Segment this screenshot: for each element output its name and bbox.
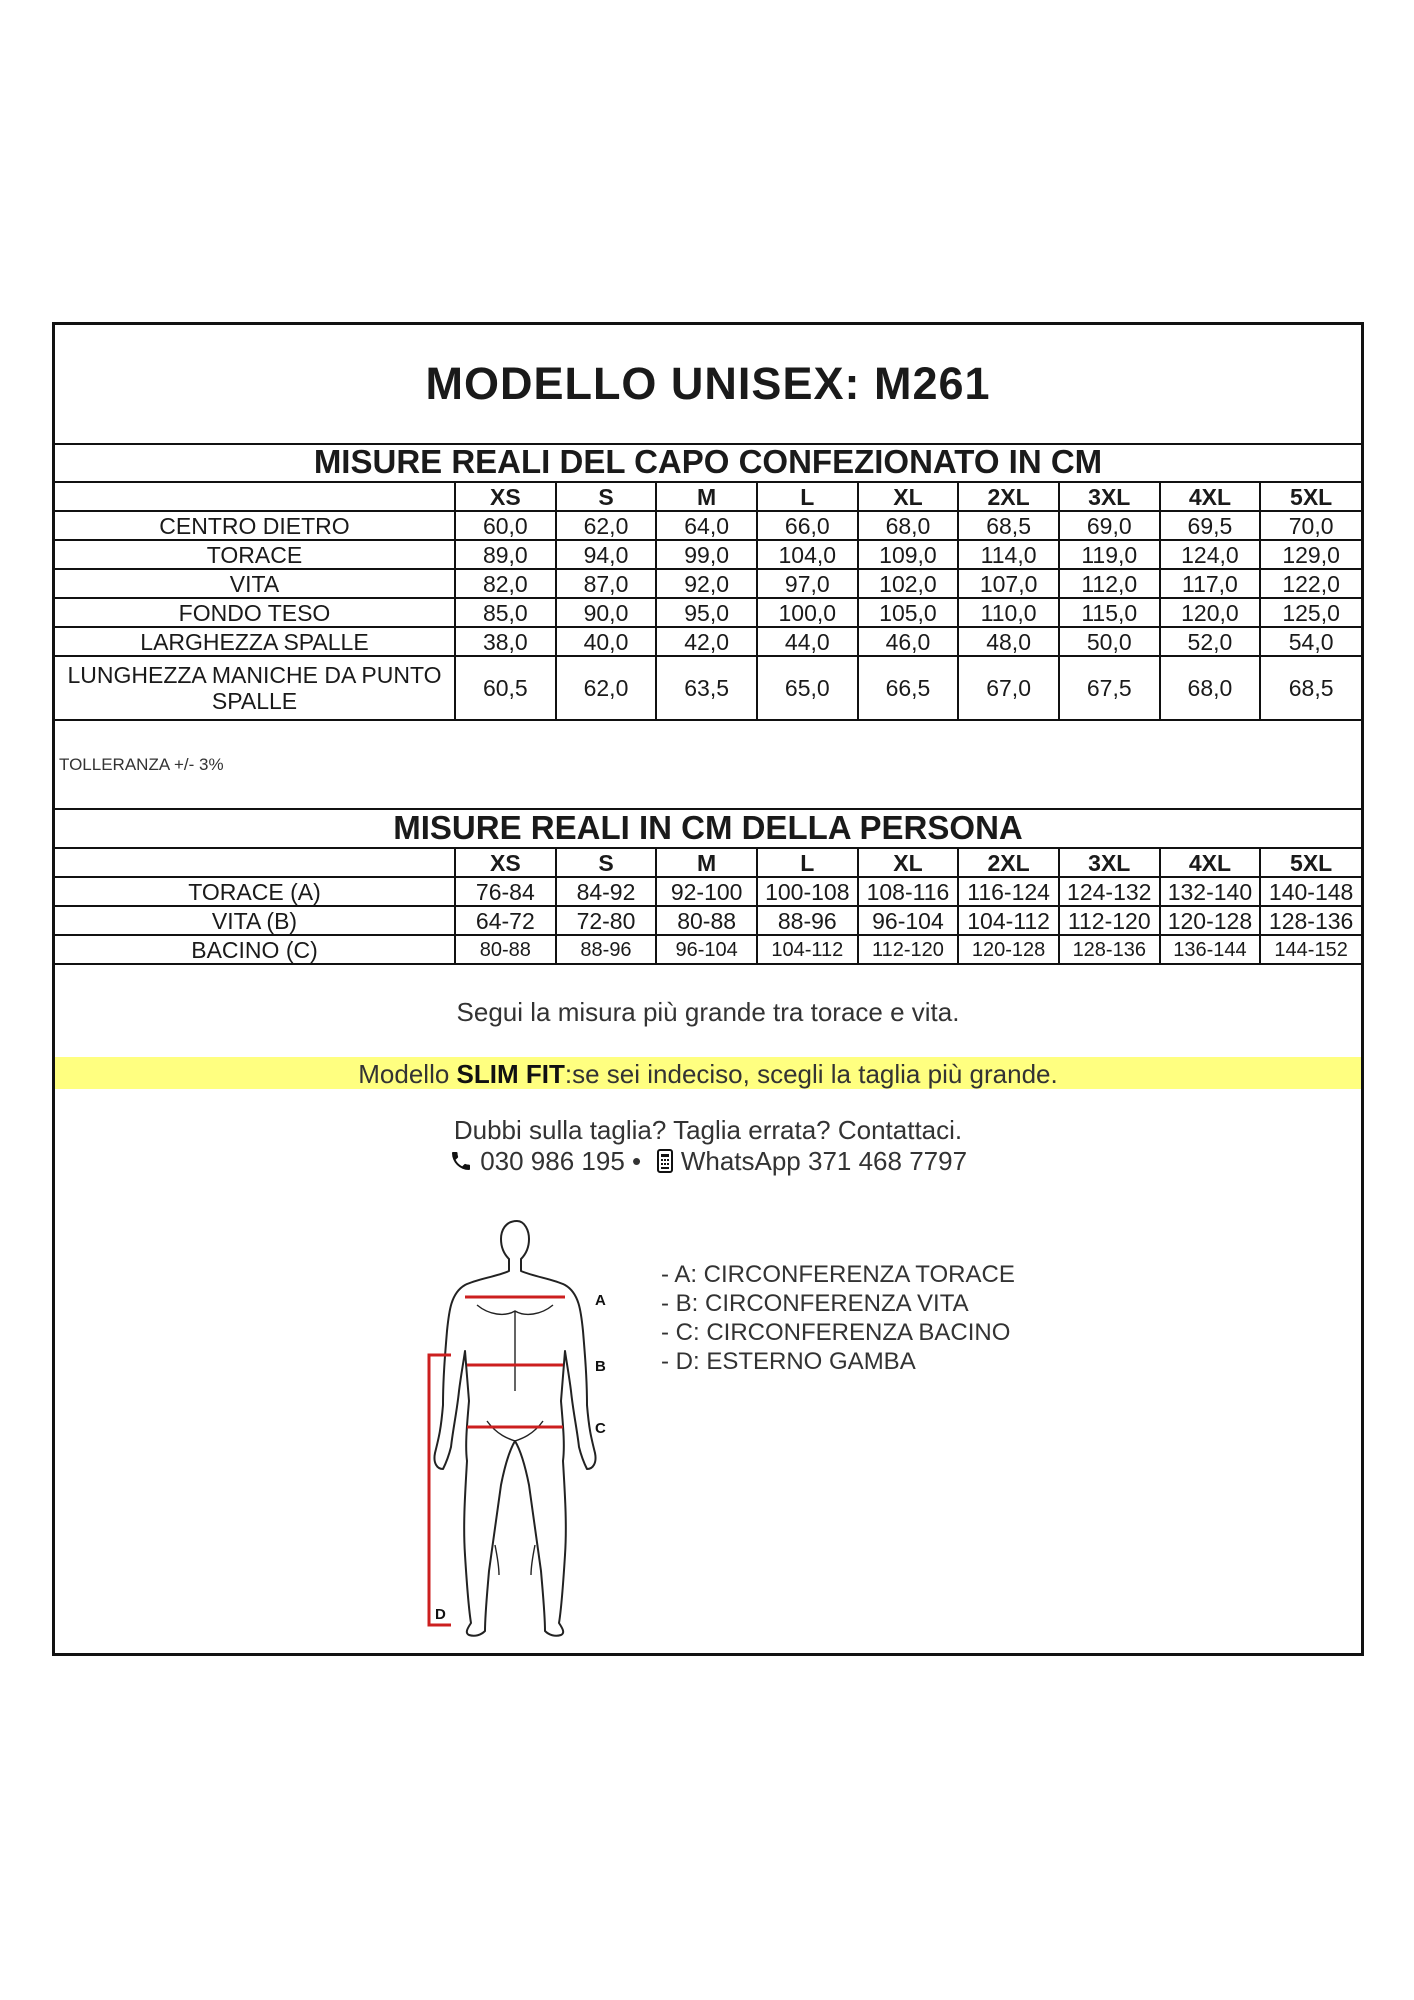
table-cell: 115,0 [1059, 598, 1160, 627]
page-title: MODELLO UNISEX: M261 [55, 325, 1361, 445]
size-chart-frame [52, 322, 1364, 1656]
table-cell: 104,0 [757, 540, 858, 569]
table-cell: 70,0 [1260, 511, 1361, 540]
table-row [55, 569, 1361, 598]
table-cell: 60,5 [455, 656, 556, 720]
table-row [55, 656, 1361, 720]
table-cell: 92,0 [656, 569, 757, 598]
measurement-legend [661, 1260, 1015, 1376]
table-cell: 136-144 [1160, 935, 1261, 964]
table-cell: 140-148 [1260, 877, 1361, 906]
table-cell: 100,0 [757, 598, 858, 627]
table-cell: 104-112 [958, 906, 1059, 935]
table-cell: 88-96 [556, 935, 657, 964]
size-header: S [556, 848, 657, 877]
row-label: LARGHEZZA SPALLE [55, 627, 455, 656]
size-header: M [656, 482, 757, 511]
size-header: 2XL [958, 848, 1059, 877]
table-cell: 112-120 [858, 935, 959, 964]
measurement-lines [429, 1297, 565, 1625]
row-label: VITA [55, 569, 455, 598]
table-cell: 120,0 [1160, 598, 1261, 627]
table-cell: 69,5 [1160, 511, 1261, 540]
table-row [55, 906, 1361, 935]
table-cell: 144-152 [1260, 935, 1361, 964]
table-cell: 129,0 [1260, 540, 1361, 569]
table-cell: 122,0 [1260, 569, 1361, 598]
table-cell: 125,0 [1260, 598, 1361, 627]
table-cell: 69,0 [1059, 511, 1160, 540]
table-cell: 46,0 [858, 627, 959, 656]
table-cell: 68,0 [858, 511, 959, 540]
table-cell: 124,0 [1160, 540, 1261, 569]
table-row [55, 511, 1361, 540]
marker-d: D [435, 1606, 446, 1623]
phone-number[interactable]: 030 986 195 [480, 1146, 625, 1176]
size-header-blank [55, 848, 455, 877]
table-cell: 67,5 [1059, 656, 1160, 720]
table-row [55, 627, 1361, 656]
table-cell: 62,0 [556, 511, 657, 540]
table-cell: 120-128 [1160, 906, 1261, 935]
table-cell: 64,0 [656, 511, 757, 540]
slim-fit-label: SLIM FIT [456, 1059, 565, 1089]
size-header: L [757, 848, 858, 877]
table-cell: 100-108 [757, 877, 858, 906]
table-cell: 85,0 [455, 598, 556, 627]
slim-fit-note [55, 1059, 1361, 1090]
body-measurement-figure [405, 1215, 645, 1645]
marker-c: C [595, 1420, 606, 1437]
table-cell: 64-72 [455, 906, 556, 935]
row-label: LUNGHEZZA MANICHE DA PUNTO SPALLE [55, 656, 455, 720]
table-cell: 63,5 [656, 656, 757, 720]
table-cell: 82,0 [455, 569, 556, 598]
table-cell: 108-116 [858, 877, 959, 906]
row-label: TORACE (A) [55, 877, 455, 906]
table-cell: 112,0 [1059, 569, 1160, 598]
table-cell: 102,0 [858, 569, 959, 598]
table-row [55, 935, 1361, 964]
contact-line [55, 1146, 1361, 1177]
whatsapp-number[interactable]: WhatsApp 371 468 7797 [680, 1146, 968, 1176]
table-cell: 68,0 [1160, 656, 1261, 720]
table-cell: 128-136 [1059, 935, 1160, 964]
leg-length-line [429, 1355, 451, 1625]
size-header: L [757, 482, 858, 511]
table-cell: 107,0 [958, 569, 1059, 598]
table-cell: 97,0 [757, 569, 858, 598]
legend-item: - C: CIRCONFERENZA BACINO [661, 1319, 1011, 1346]
size-header: 4XL [1160, 482, 1261, 511]
table-cell: 84-92 [556, 877, 657, 906]
table-cell: 120-128 [958, 935, 1059, 964]
phone-icon [449, 1146, 473, 1176]
size-header: 5XL [1260, 848, 1361, 877]
row-label: FONDO TESO [55, 598, 455, 627]
table-cell: 67,0 [958, 656, 1059, 720]
table-cell: 95,0 [656, 598, 757, 627]
table-cell: 105,0 [858, 598, 959, 627]
legend-item: - A: CIRCONFERENZA TORACE [661, 1261, 1015, 1288]
table-cell: 99,0 [656, 540, 757, 569]
slim-fit-prefix: Modello [358, 1059, 457, 1089]
contact-heading: Dubbi sulla taglia? Taglia errata? Contattaci. [453, 1115, 963, 1145]
marker-b: B [595, 1358, 606, 1375]
row-label: BACINO (C) [55, 935, 455, 964]
table-cell: 72-80 [556, 906, 657, 935]
legend-item: - B: CIRCONFERENZA VITA [661, 1290, 969, 1317]
legend-item: - D: ESTERNO GAMBA [661, 1348, 916, 1375]
table-cell: 109,0 [858, 540, 959, 569]
size-header: 4XL [1160, 848, 1261, 877]
table-cell: 96-104 [858, 906, 959, 935]
table-cell: 50,0 [1059, 627, 1160, 656]
table-cell: 92-100 [656, 877, 757, 906]
person-measurements-table [55, 809, 1361, 965]
table-cell: 116-124 [958, 877, 1059, 906]
table-cell: 38,0 [455, 627, 556, 656]
size-header: XL [858, 482, 959, 511]
table-cell: 117,0 [1160, 569, 1261, 598]
table-cell: 66,0 [757, 511, 858, 540]
table-cell: 128-136 [1260, 906, 1361, 935]
row-label: TORACE [55, 540, 455, 569]
garment-measurements-table [55, 443, 1361, 721]
table-cell: 48,0 [958, 627, 1059, 656]
table-cell: 68,5 [958, 511, 1059, 540]
table-cell: 76-84 [455, 877, 556, 906]
table-cell: 89,0 [455, 540, 556, 569]
table-cell: 119,0 [1059, 540, 1160, 569]
table-cell: 80-88 [656, 906, 757, 935]
table-row [55, 540, 1361, 569]
size-header: 2XL [958, 482, 1059, 511]
table-row [55, 598, 1361, 627]
table-cell: 52,0 [1160, 627, 1261, 656]
table-cell: 112-120 [1059, 906, 1160, 935]
table-cell: 110,0 [958, 598, 1059, 627]
garment-table-heading: MISURE REALI DEL CAPO CONFEZIONATO IN CM [55, 443, 1361, 482]
table-cell: 68,5 [1260, 656, 1361, 720]
table-cell: 42,0 [656, 627, 757, 656]
size-header: S [556, 482, 657, 511]
size-header: 5XL [1260, 482, 1361, 511]
table-cell: 94,0 [556, 540, 657, 569]
row-label: VITA (B) [55, 906, 455, 935]
size-header: XL [858, 848, 959, 877]
table-cell: 62,0 [556, 656, 657, 720]
size-header-blank [55, 482, 455, 511]
table-cell: 88-96 [757, 906, 858, 935]
slim-fit-suffix: :se sei indeciso, scegli la taglia più grande. [564, 1059, 1058, 1089]
fit-advice: Segui la misura più grande tra torace e vita. [456, 997, 960, 1027]
table-cell: 114,0 [958, 540, 1059, 569]
marker-a: A [595, 1292, 606, 1309]
table-row [55, 877, 1361, 906]
row-label: CENTRO DIETRO [55, 511, 455, 540]
table-cell: 44,0 [757, 627, 858, 656]
table-cell: 87,0 [556, 569, 657, 598]
size-header: XS [455, 848, 556, 877]
size-header: M [656, 848, 757, 877]
mobile-icon [656, 1146, 674, 1176]
table-cell: 54,0 [1260, 627, 1361, 656]
table-cell: 65,0 [757, 656, 858, 720]
table-cell: 104-112 [757, 935, 858, 964]
separator-bullet: • [632, 1146, 642, 1176]
table-cell: 132-140 [1160, 877, 1261, 906]
person-table-heading: MISURE REALI IN CM DELLA PERSONA [55, 809, 1361, 848]
size-header: XS [455, 482, 556, 511]
table-cell: 40,0 [556, 627, 657, 656]
table-cell: 124-132 [1059, 877, 1160, 906]
table-cell: 60,0 [455, 511, 556, 540]
table-cell: 66,5 [858, 656, 959, 720]
table-cell: 90,0 [556, 598, 657, 627]
size-header: 3XL [1059, 848, 1160, 877]
size-header: 3XL [1059, 482, 1160, 511]
table-cell: 80-88 [455, 935, 556, 964]
tolerance-note: TOLLERANZA +/- 3% [59, 755, 224, 774]
table-cell: 96-104 [656, 935, 757, 964]
